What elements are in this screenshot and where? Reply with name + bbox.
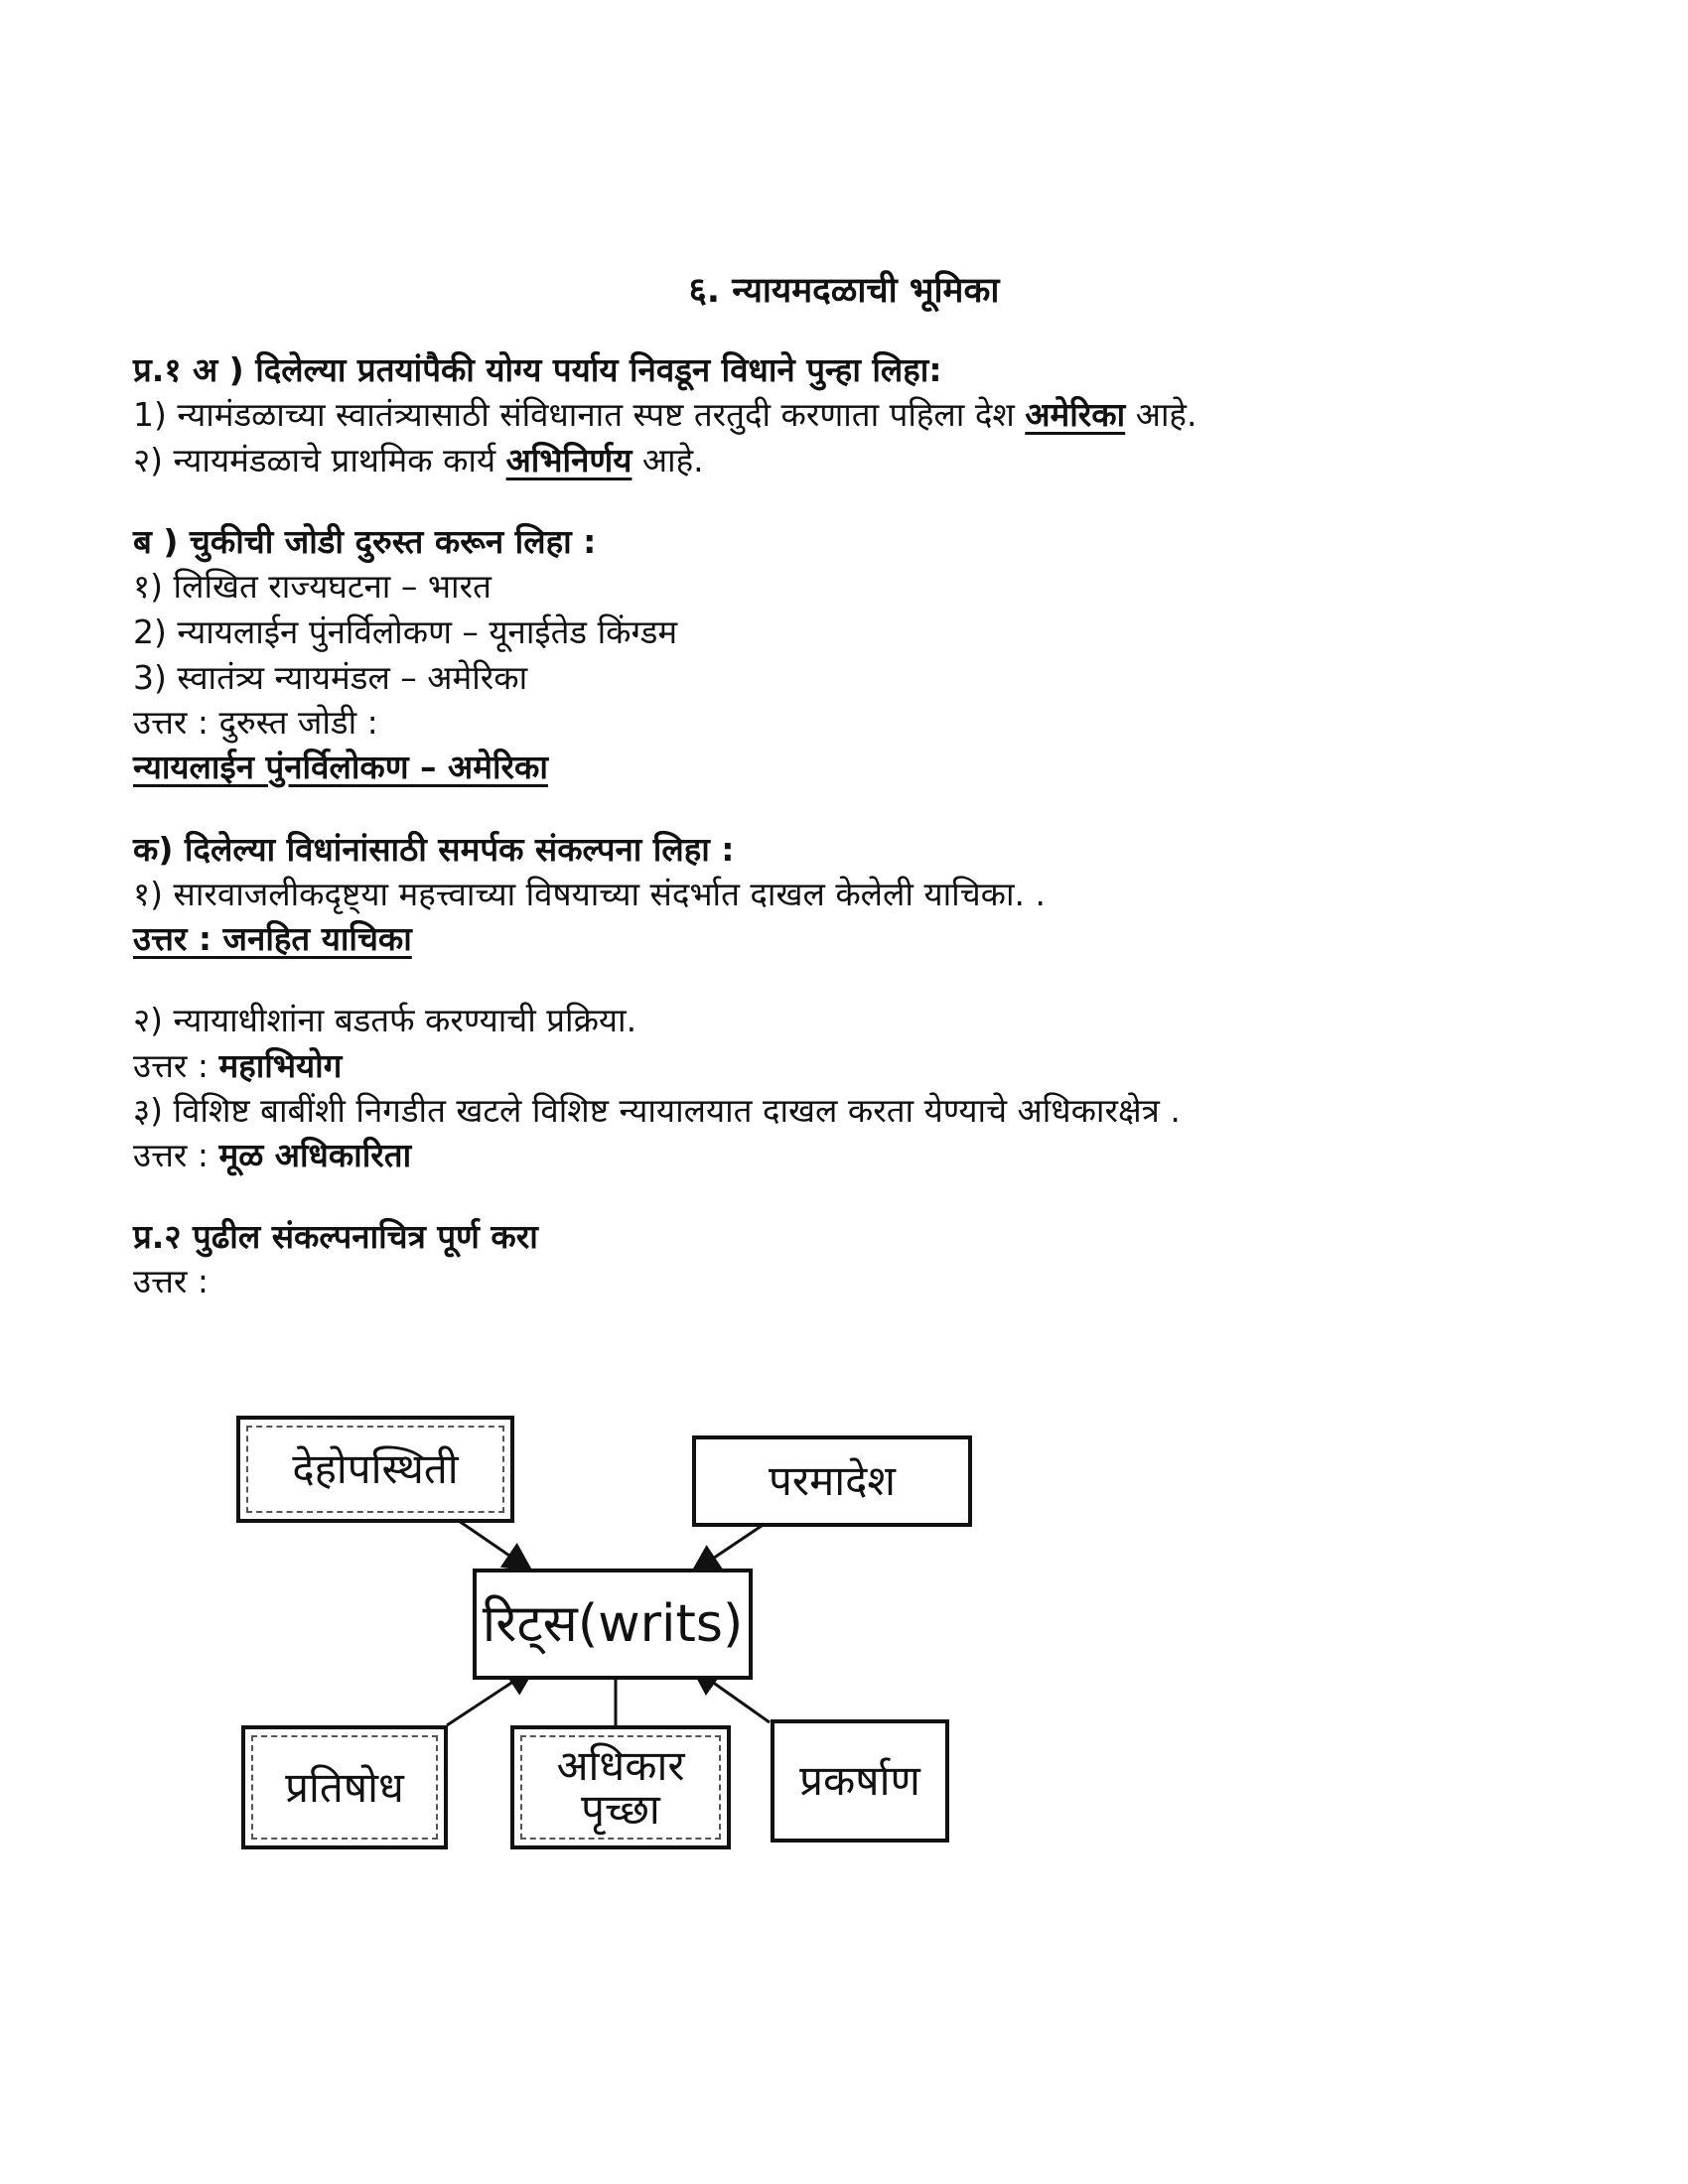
concept-box-bottom-middle-line-1: अधिकार — [556, 1740, 685, 1790]
arrow-top-right — [695, 1524, 765, 1570]
q1c-heading: क) दिलेल्या विधांनांसाठी समर्पक संकल्पना लिहा : — [133, 830, 735, 869]
concept-box-bottom-right: प्रकर्षाण — [771, 1719, 949, 1843]
q1b-answer-label: उत्तर : दुरुस्त जोडी : — [133, 703, 378, 742]
q1a-item-2-answer: अभिनिर्णय — [505, 441, 633, 479]
q1a-item-2-end: आहे. — [632, 441, 704, 479]
q1c-answer-1: उत्तर : जनहित याचिका — [133, 919, 412, 958]
q1b-item-1: १) लिखित राज्यघटना – भारत — [133, 567, 492, 606]
q1c-answer-2-label: उत्तर : — [133, 1046, 219, 1085]
concept-box-top-left: देहोपस्थिती — [236, 1416, 514, 1523]
q2-heading: प्र.२ पुढील संकल्पनाचित्र पूर्ण करा — [133, 1217, 538, 1256]
q1a-item-2-text: २) न्यायमंडळाचे प्राथमिक कार्य — [133, 441, 506, 479]
q1c-item-1: १) सारवाजलीकदृष्ट्या महत्त्वाच्या विषयाच्या संदर्भात दाखल केलेली याचिका. . — [133, 875, 1047, 913]
q2-answer-label: उत्तर : — [133, 1262, 209, 1300]
concept-box-bottom-middle — [510, 1725, 731, 1849]
q1b-item-2: 2) न्यायलाईन पुंनर्विलोकण – यूनाईतेड किंग्डम — [133, 613, 678, 651]
q1c-answer-2-value: महाभियोग — [218, 1046, 343, 1085]
page-title: ६. न्यायमदळाची भूमिका — [688, 271, 1000, 311]
q1c-answer-3-value: मूळ अधिकारिता — [218, 1136, 412, 1174]
arrow-top-left — [459, 1521, 528, 1569]
q1a-item-1-answer: अमेरिका — [1025, 395, 1126, 434]
q1c-item-2: २) न्यायाधीशांना बडतर्फ करण्याची प्रक्रिया. — [133, 1001, 637, 1039]
concept-box-bottom-left: प्रतिषोध — [241, 1725, 448, 1849]
concept-box-top-right: परमादेश — [692, 1435, 972, 1527]
concept-box-center: रिट्स(writs) — [473, 1569, 753, 1680]
q1c-answer-3-label: उत्तर : — [133, 1136, 219, 1174]
q1a-item-1-text: 1) न्यामंडळाच्या स्वातंत्र्यासाठी संविधानात स्पष्ट तरतुदी करणाता पहिला देश — [133, 395, 1026, 434]
q1b-answer: न्यायलाईन पुंनर्विलोकण – अमेरिका — [133, 748, 548, 786]
q1c-item-3: ३) विशिष्ट बाबींशी निगडीत खटले विशिष्ट न्यायालयात दाखल करता येण्याचे अधिकारक्षेत्र . — [133, 1091, 1181, 1130]
concept-box-bottom-middle-line-2: पृच्छा — [581, 1784, 660, 1834]
q1b-item-3: 3) स्वातंत्र्य न्यायमंडल – अमेरिका — [133, 658, 528, 697]
q1b-heading: ब ) चुकीची जोडी दुरुस्त करून लिहा : — [133, 522, 597, 561]
q1a-heading: प्र.१ अ ) दिलेल्या प्रतयांपैकी योग्य पर्याय निवडून विधाने पुन्हा लिहा: — [133, 350, 942, 389]
q1a-item-1-end: आहे. — [1125, 395, 1197, 434]
